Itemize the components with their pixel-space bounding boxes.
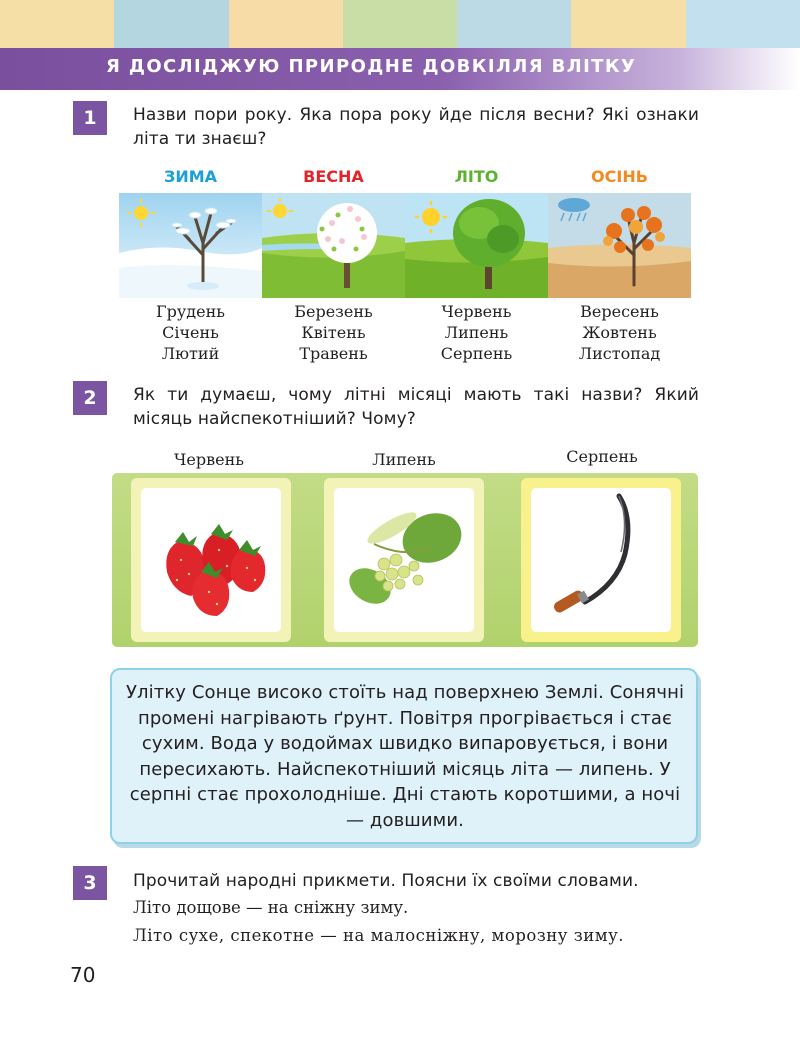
stripe — [229, 0, 343, 48]
task-number-badge: 1 — [73, 101, 107, 135]
season-label-winter: ЗИМА — [163, 167, 218, 186]
stripe — [114, 0, 228, 48]
task1-question: Назви пори року. Яка пора року йде після весни? Які ознаки літа ти знаєш? — [133, 105, 699, 149]
picture-frame — [324, 478, 484, 642]
spring-months — [262, 301, 405, 364]
season-label-summer: ЛІТО — [454, 167, 499, 186]
autumn-months — [548, 301, 691, 364]
season-label-autumn: ОСІНЬ — [591, 167, 648, 186]
month-name: Лютий — [161, 344, 220, 363]
season-label-spring: ВЕСНА — [303, 167, 364, 186]
summer-month-heading: Серпень — [566, 447, 638, 466]
task-number-badge: 3 — [73, 866, 107, 900]
stripe — [686, 0, 800, 48]
winter-tree-icon — [119, 193, 262, 298]
stripe — [0, 0, 114, 48]
summer-tree-icon — [405, 193, 548, 298]
sickle-icon — [531, 488, 671, 632]
linden-blossom-icon — [334, 488, 474, 632]
summer-months — [405, 301, 548, 364]
spring-tree-icon — [262, 193, 405, 298]
folk-sign: Літо дощове — на сніжну зиму. — [133, 898, 409, 917]
month-name: Липень — [444, 323, 509, 342]
section-title: Я ДОСЛІДЖУЮ ПРИРОДНЕ ДОВКІЛЛЯ ВЛІТКУ — [106, 56, 637, 77]
winter-months — [119, 301, 262, 364]
picture-frame — [521, 478, 681, 642]
month-name: Жовтень — [582, 323, 657, 342]
month-name: Листопад — [578, 344, 661, 363]
info-text: Улітку Сонце високо стоїть над поверхнею Землі. Сонячні промені нагрівають ґрунт. Повітря прогрівається і стає сухим. Вода у водоймах швидко випаровується, і вони пересихають. Найспекотніший місяць літа — липень. У серпні стає прохолодніше. Дні стають коротшими, а ночі — довшими. — [125, 682, 685, 831]
month-name: Січень — [162, 323, 219, 342]
summer-month-heading: Червень — [174, 450, 244, 469]
strawberries-icon — [141, 488, 281, 632]
folk-sign: Літо сухе, спекотне — на малосніжну, морозну зиму. — [133, 926, 625, 945]
month-name: Березень — [294, 302, 373, 321]
month-name: Квітень — [301, 323, 366, 342]
stripe — [571, 0, 685, 48]
stripe — [457, 0, 571, 48]
autumn-tree-icon — [548, 193, 691, 298]
top-color-stripes — [0, 0, 800, 48]
stripe — [343, 0, 457, 48]
month-name: Грудень — [156, 302, 225, 321]
month-name: Травень — [299, 344, 368, 363]
picture-frame — [131, 478, 291, 642]
task-number-badge: 2 — [73, 381, 107, 415]
task3-question: Прочитай народні прикмети. Поясни їх своїми словами. — [133, 871, 639, 891]
month-name: Серпень — [440, 344, 513, 363]
task2-question: Як ти думаєш, чому літні місяці мають такі назви? Який місяць найспекотніший? Чому? — [133, 385, 699, 429]
summer-month-heading: Липень — [372, 450, 436, 469]
month-name: Вересень — [580, 302, 659, 321]
page-number: 70 — [70, 963, 96, 987]
month-name: Червень — [441, 302, 512, 321]
